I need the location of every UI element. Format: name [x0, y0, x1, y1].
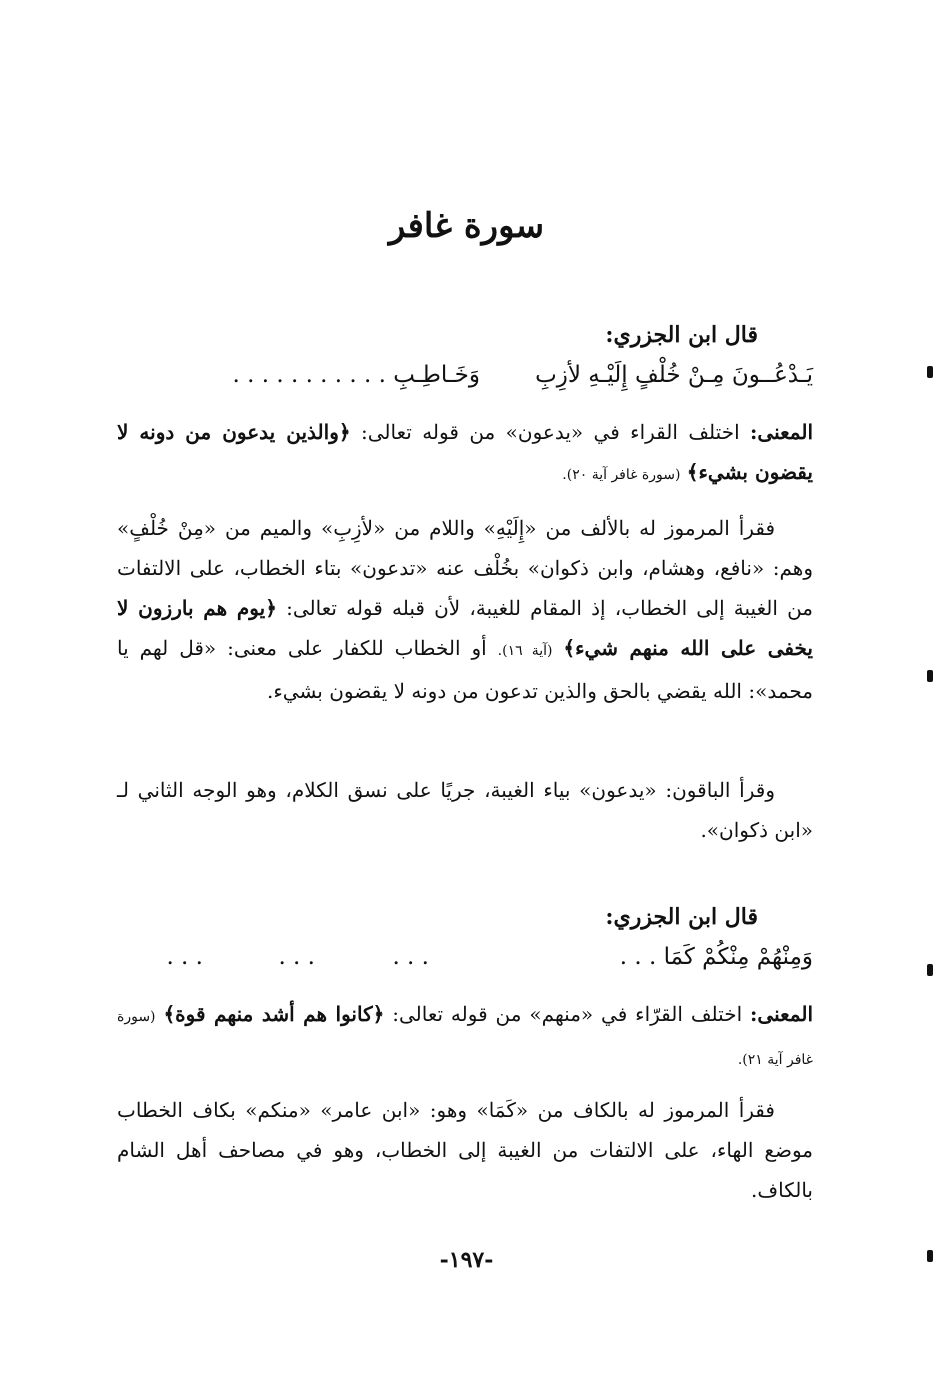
speaker-label: قال ابن الجزري: [605, 904, 758, 930]
verse-right-hemistich: يَـدْعُــونَ مِـنْ خُلْفٍ إِلَيْـهِ لأزِبِ [535, 362, 813, 388]
reading-text: فقرأ المرموز له بالألف من «إِلَيْهِ» واللام من «لأزِبِ» والميم من «مِنْ خُلْفٍ» وهم: «نافع، وهشام، وابن ذكوان» بخُلْف عنه «تدعون» بتاء الخطاب، على الالتفات من الغيبة إلى الخطاب، إذ المقام للغيبة، لأن قبله قوله تعالى: [117, 516, 814, 620]
reading-text: فقرأ المرموز له بالكاف من «كَمَا» وهو: «ابن عامر» «منكم» بكاف الخطاب موضع الهاء، على الالتفات من الغيبة إلى الخطاب، وهو في مصاحف أهل الشام بالكاف. [117, 1098, 813, 1202]
verse-ellipsis: . . . [278, 944, 315, 970]
quran-quote: ﴿يوم هم بارزون لا يخفى على الله منهم شيء﴾ [117, 596, 813, 660]
quran-quote: ﴿كانوا هم أشد منهم قوة﴾ [163, 1002, 385, 1026]
reading-text: وقرأ الباقون: «يدعون» بياء الغيبة، جريًا على نسق الكلام، وهو الوجه الثاني لـ «ابن ذكوان». [117, 778, 813, 842]
meaning-label: المعنى: [750, 1002, 813, 1026]
scan-edge-mark [927, 366, 933, 378]
verse-reference: (سورة غافر آية ٢٠). [562, 467, 681, 483]
verse-ellipsis: . . . [166, 944, 203, 970]
reading-paragraph [117, 770, 813, 850]
surah-title: سورة غافر [388, 206, 545, 246]
meaning-text: اختلف القراء في «يدعون» من قوله تعالى: [360, 420, 740, 444]
reading-paragraph [117, 508, 813, 711]
meaning-paragraph [117, 994, 813, 1080]
scan-edge-mark [927, 670, 933, 682]
verse-ellipsis: . . . [392, 944, 429, 970]
speaker-label: قال ابن الجزري: [605, 322, 758, 348]
reading-paragraph [117, 1090, 813, 1210]
scan-edge-mark [927, 1250, 933, 1262]
verse-reference: (آية ١٦). [497, 643, 553, 659]
verse-left-hemistich: وَخَـاطِـبِ . . . . . . . . . . . [232, 362, 480, 388]
verse-reference: (سورة غافر آية ٢١). [117, 1009, 813, 1068]
meaning-label: المعنى: [750, 420, 813, 444]
page-number: -١٩٧- [439, 1247, 494, 1273]
quran-quote: ﴿والذين يدعون من دونه لا يقضون بشيء﴾ [117, 420, 813, 484]
scan-edge-mark [927, 964, 933, 976]
meaning-text: اختلف القرّاء في «منهم» من قوله تعالى: [392, 1002, 743, 1026]
meaning-paragraph [117, 412, 813, 495]
verse-right-hemistich: وَمِنْهُمْ مِنْكُمْ كَمَا . . . [619, 944, 813, 970]
reading-text: أو الخطاب للكفار على معنى: «قل لهم يا محمد»: الله يقضي بالحق والذين تدعون من دونه لا يقضون بشيء. [117, 636, 813, 703]
